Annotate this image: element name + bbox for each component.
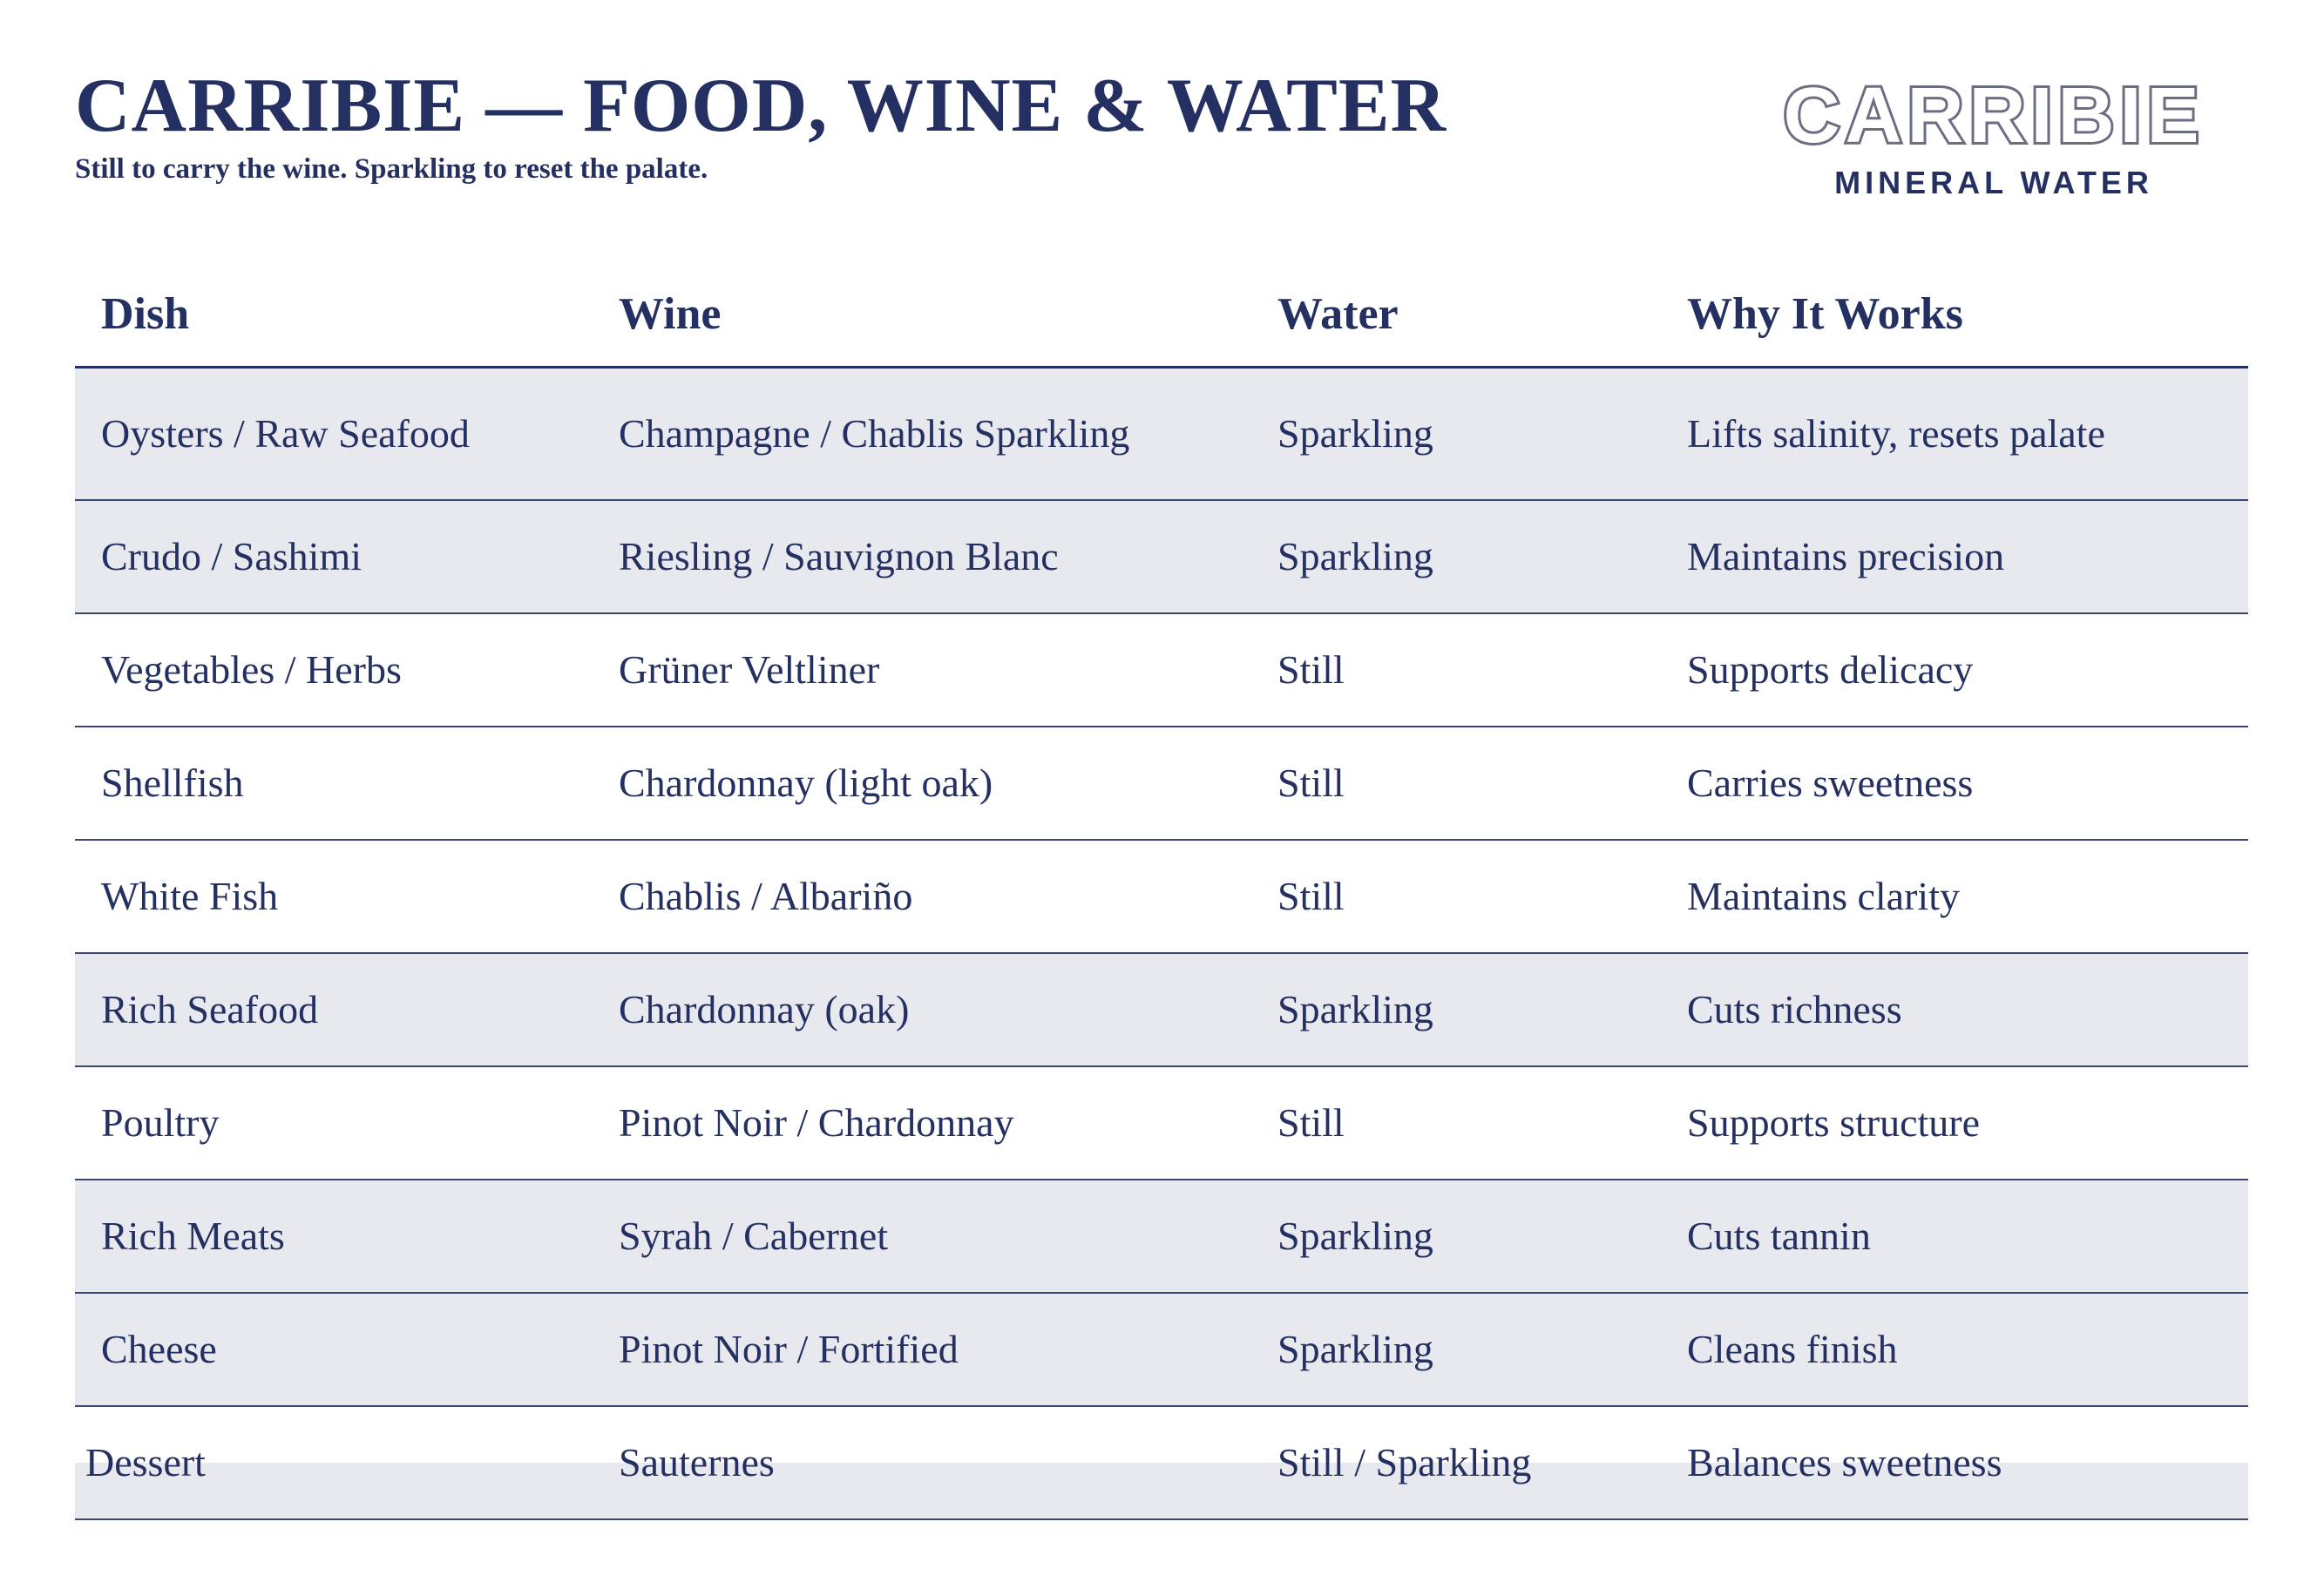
dish-cell: White Fish [75, 840, 593, 953]
water-cell: Sparkling [1251, 1180, 1661, 1293]
water-cell: Sparkling [1251, 500, 1661, 613]
wine-cell: Grüner Veltliner [593, 613, 1251, 727]
water-cell: Sparkling [1251, 1293, 1661, 1406]
table-row [75, 1406, 2248, 1519]
why-cell: Lifts salinity, resets palate [1661, 368, 2248, 500]
wine-cell: Pinot Noir / Fortified [593, 1293, 1251, 1406]
water-cell: Still [1251, 613, 1661, 727]
dish-cell: Rich Seafood [75, 953, 593, 1066]
water-cell: Sparkling [1251, 953, 1661, 1066]
column-header-dish: Dish [75, 261, 593, 368]
column-header-why: Why It Works [1661, 261, 2248, 368]
page-title: CARRIBIE — FOOD, WINE & WATER [75, 64, 1447, 148]
water-cell: Still [1251, 840, 1661, 953]
wine-cell: Pinot Noir / Chardonnay [593, 1066, 1251, 1180]
wine-cell: Chablis / Albariño [593, 840, 1251, 953]
logo-tagline: MINERAL WATER [1834, 165, 2153, 200]
page-subtitle: Still to carry the wine. Sparkling to reset the palate. [75, 153, 708, 185]
pairing-table [75, 261, 2248, 1520]
why-cell: Carries sweetness [1661, 727, 2248, 840]
water-cell: Sparkling [1251, 368, 1661, 500]
why-cell: Maintains precision [1661, 500, 2248, 613]
wine-cell: Chardonnay (oak) [593, 953, 1251, 1066]
logo-wordmark: CARRIBIE [1783, 72, 2205, 159]
why-cell: Cleans finish [1661, 1293, 2248, 1406]
dish-cell: Crudo / Sashimi [75, 500, 593, 613]
dish-cell: Cheese [75, 1293, 593, 1406]
water-cell: Still / Sparkling [1251, 1406, 1661, 1519]
table-row [75, 500, 2248, 613]
table-row [75, 1293, 2248, 1406]
brand-logo [1750, 72, 2238, 200]
why-cell: Balances sweetness [1661, 1406, 2248, 1519]
dish-cell: Oysters / Raw Seafood [75, 368, 593, 500]
water-cell: Still [1251, 1066, 1661, 1180]
why-cell: Cuts tannin [1661, 1180, 2248, 1293]
wine-cell: Champagne / Chablis Sparkling [593, 368, 1251, 500]
table-row [75, 840, 2248, 953]
why-cell: Supports structure [1661, 1066, 2248, 1180]
table-row [75, 368, 2248, 500]
water-cell: Still [1251, 727, 1661, 840]
table-row [75, 953, 2248, 1066]
dish-cell: Shellfish [75, 727, 593, 840]
dish-cell: Dessert [75, 1406, 593, 1519]
table-row [75, 613, 2248, 727]
table-header-row [75, 261, 2248, 368]
wine-cell: Chardonnay (light oak) [593, 727, 1251, 840]
table-row [75, 727, 2248, 840]
table-row [75, 1180, 2248, 1293]
column-header-water: Water [1251, 261, 1661, 368]
wine-cell: Sauternes [593, 1406, 1251, 1519]
column-header-wine: Wine [593, 261, 1251, 368]
wine-cell: Syrah / Cabernet [593, 1180, 1251, 1293]
why-cell: Supports delicacy [1661, 613, 2248, 727]
table-row [75, 1066, 2248, 1180]
dish-cell: Poultry [75, 1066, 593, 1180]
why-cell: Maintains clarity [1661, 840, 2248, 953]
dish-cell: Vegetables / Herbs [75, 613, 593, 727]
dish-cell: Rich Meats [75, 1180, 593, 1293]
why-cell: Cuts richness [1661, 953, 2248, 1066]
wine-cell: Riesling / Sauvignon Blanc [593, 500, 1251, 613]
